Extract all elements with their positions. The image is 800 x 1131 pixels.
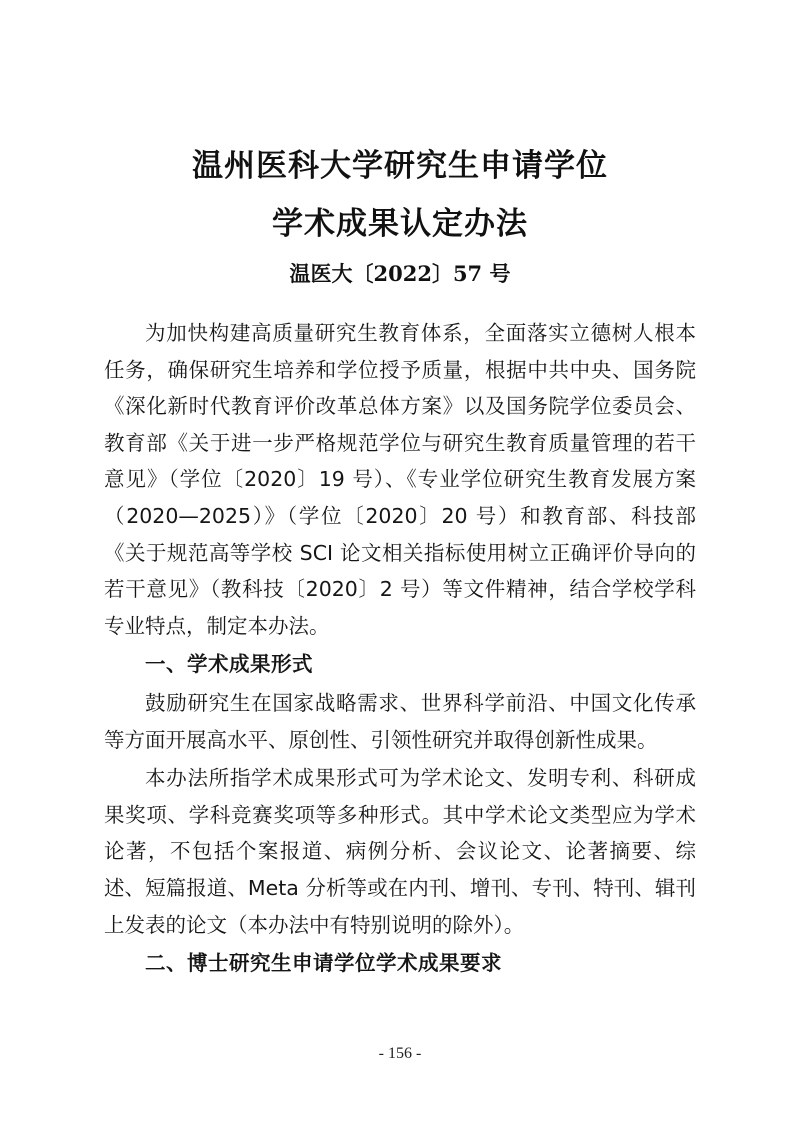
document-number: 温医大〔2022〕57 号 [289, 261, 511, 286]
section2-heading: 二、博士研究生申请学位学术成果要求 [145, 951, 502, 976]
section1-paragraph-1: 鼓励研究生在国家战略需求、世界科学前沿、中国文化传承等方面开展高水平、原创性、引领性研究并取得创新性成果。 [104, 690, 696, 752]
page-number: - 156 - [378, 1045, 422, 1062]
document-body [104, 315, 696, 982]
document-title-line2: 学术成果认定办法 [272, 206, 528, 242]
section1-heading: 一、学术成果形式 [145, 652, 313, 677]
intro-paragraph: 为加快构建高质量研究生教育体系，全面落实立德树人根本任务，确保研究生培养和学位授予质量，根据中共中央、国务院《深化新时代教育评价改革总体方案》以及国务院学位委员会、教育部《关于进一步严格规范学位与研究生教育质量管理的若干意见》（学位〔2020〕19 号）、《专业学位研究生教育发展方案（2020—2025）》（学位〔2020〕20 号）和教育部、科技部《关于规范高等学校 SCI 论文相关指标使用树立正确评价导向的若干意见》（教科技〔2020〕2 号）等文件精神，结合学校学科专业特点，制定本办法。 [104, 321, 696, 638]
document-title-line1: 温州医科大学研究生申请学位 [192, 148, 608, 184]
section1-paragraph-2: 本办法所指学术成果形式可为学术论文、发明专利、科研成果奖项、学科竞赛奖项等多种形式。其中学术论文类型应为学术论著，不包括个案报道、病例分析、会议论文、论著摘要、综述、短篇报道、Meta 分析等或在内刊、增刊、专刊、特刊、辑刊上发表的论文（本办法中有特别说明的除外）。 [104, 766, 696, 937]
